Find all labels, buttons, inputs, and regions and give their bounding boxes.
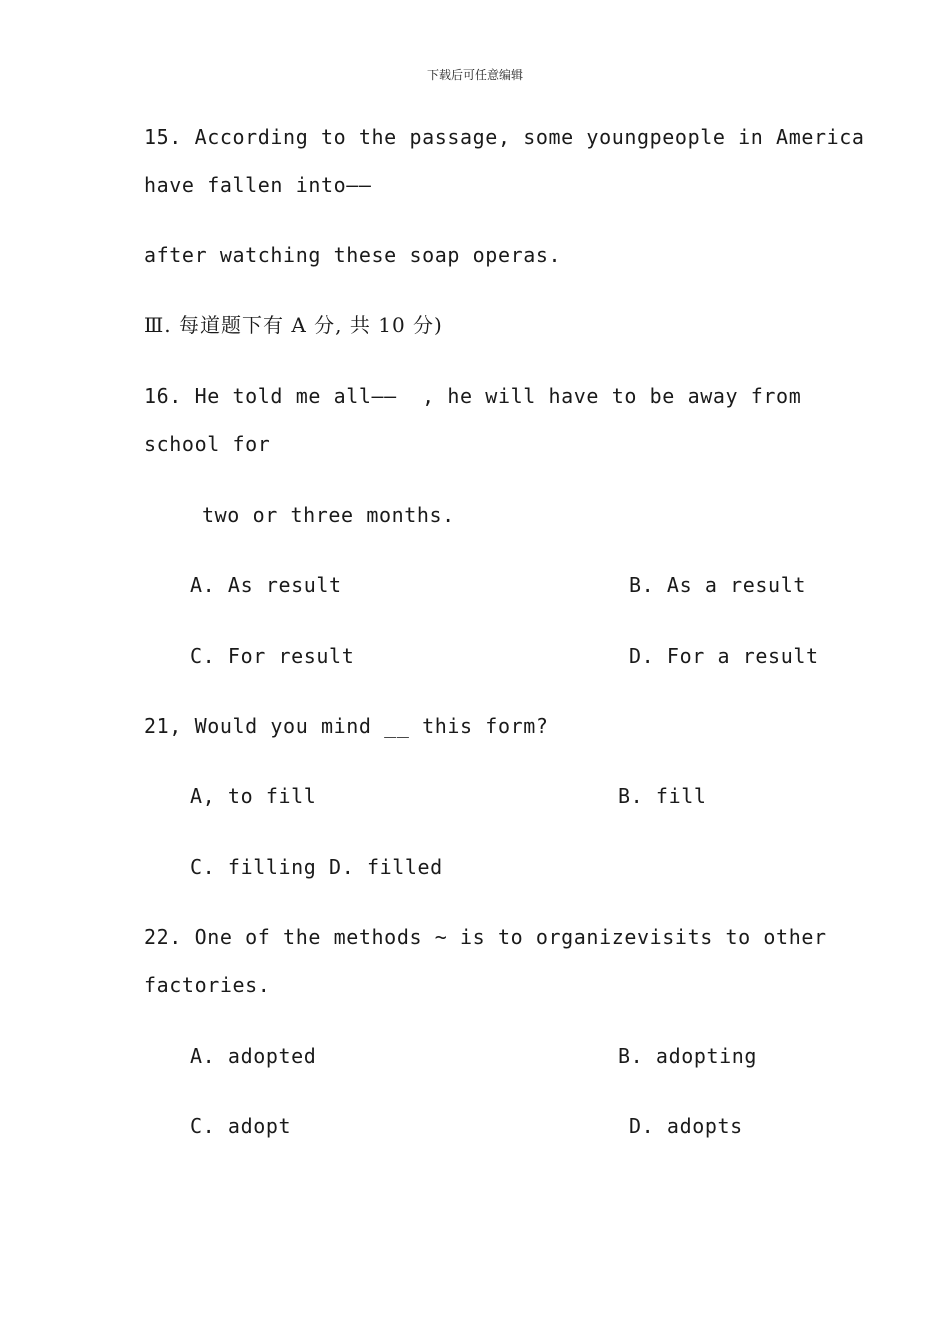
q16-option-d: D. For a result bbox=[629, 644, 819, 668]
q16-option-c: C. For result bbox=[190, 644, 355, 668]
q21-option-c-d: C. filling D. filled bbox=[190, 855, 443, 879]
q21-option-b: B. fill bbox=[618, 784, 707, 808]
q16-line-2: school for bbox=[144, 432, 271, 456]
q22-option-a: A. adopted bbox=[190, 1044, 317, 1068]
q16-option-a: A. As result bbox=[190, 573, 342, 597]
q16-line-3: two or three months. bbox=[202, 503, 455, 527]
q22-line-1: 22. One of the methods ~ is to organizevisits to other bbox=[144, 925, 827, 949]
q21-option-a: A, to fill bbox=[190, 784, 317, 808]
q21-line-1: 21, Would you mind __ this form? bbox=[144, 714, 549, 738]
section-3-heading: Ⅲ. 每道题下有 A 分, 共 10 分) bbox=[144, 313, 443, 337]
q15-line-3: after watching these soap operas. bbox=[144, 243, 562, 267]
q15-line-1: 15. According to the passage, some youngpeople in America bbox=[144, 125, 865, 149]
q22-line-2: factories. bbox=[144, 973, 271, 997]
q22-option-c: C. adopt bbox=[190, 1114, 292, 1138]
q22-option-b: B. adopting bbox=[618, 1044, 758, 1068]
q22-option-d: D. adopts bbox=[629, 1114, 743, 1138]
q15-line-2: have fallen into—— bbox=[144, 173, 372, 197]
q16-line-1: 16. He told me all—— , he will have to be away from bbox=[144, 384, 802, 408]
page-header: 下载后可任意编辑 bbox=[426, 68, 523, 82]
q16-option-b: B. As a result bbox=[629, 573, 806, 597]
